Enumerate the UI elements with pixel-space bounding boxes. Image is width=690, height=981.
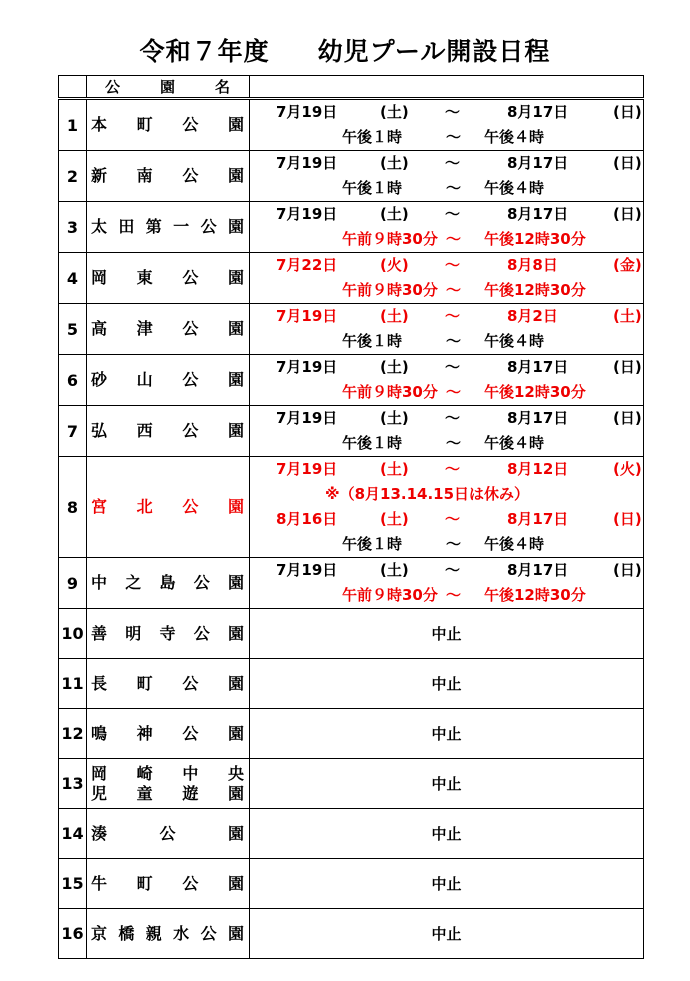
schedule-line <box>250 583 643 608</box>
park-name-char: 岡 <box>91 763 108 783</box>
start-date: 7月19日 <box>276 205 338 223</box>
end-weekday: (土) <box>613 307 642 325</box>
schedule-line <box>250 227 643 252</box>
park-name-char: 田 <box>118 217 135 236</box>
start-time: 午前９時30分 <box>342 383 438 401</box>
park-name-char: 橋 <box>118 923 135 943</box>
park-name-char: 公 <box>193 623 210 643</box>
park-name-line <box>91 874 246 894</box>
park-name-char: 善 <box>91 623 108 643</box>
start-date: 7月19日 <box>276 358 338 376</box>
park-name-char: 園 <box>227 421 244 440</box>
park-number: 9 <box>59 558 87 609</box>
header-number-cell <box>59 76 87 99</box>
start-date: 7月19日 <box>276 561 338 579</box>
park-name-char: 央 <box>227 763 244 783</box>
schedule-line <box>250 100 643 125</box>
park-name-char: 園 <box>227 623 244 643</box>
park-name-char: 公 <box>182 497 199 516</box>
park-name <box>87 457 250 558</box>
schedule-line <box>250 176 643 201</box>
park-name-char: 西 <box>136 421 153 440</box>
park-name-char: 園 <box>227 217 244 236</box>
end-time: 午後４時 <box>484 434 545 452</box>
start-weekday: (土) <box>380 307 409 325</box>
range-separator: 〜 <box>445 103 461 121</box>
end-time: 午後４時 <box>484 179 545 197</box>
start-date: 7月19日 <box>276 460 338 478</box>
park-row <box>59 253 644 304</box>
park-name-char: 園 <box>227 319 244 338</box>
range-separator: 〜 <box>446 332 462 350</box>
park-name-char: 岡 <box>91 268 108 287</box>
park-name-char: 園 <box>227 497 244 516</box>
end-weekday: (日) <box>613 409 642 427</box>
closed-status: 中止 <box>431 625 462 643</box>
park-name <box>87 202 250 253</box>
end-time: 午後12時30分 <box>484 586 586 604</box>
start-date: 7月19日 <box>276 307 338 325</box>
range-separator: 〜 <box>445 205 461 223</box>
end-date: 8月17日 <box>507 205 569 223</box>
park-name-char: 中 <box>182 763 199 783</box>
range-separator: 〜 <box>446 128 462 146</box>
start-weekday: (土) <box>380 460 409 478</box>
park-name <box>87 859 250 909</box>
range-separator: 〜 <box>446 535 462 553</box>
closed-status: 中止 <box>431 775 462 793</box>
park-name-char: 第 <box>145 217 162 236</box>
schedule-line <box>250 532 643 557</box>
park-name-char: 南 <box>136 166 153 185</box>
schedule-cell <box>250 709 644 759</box>
schedule-line <box>250 329 643 354</box>
start-time: 午前９時30分 <box>342 586 438 604</box>
schedule-cell <box>250 202 644 253</box>
park-name-char: 神 <box>136 723 153 743</box>
schedule-cell <box>250 909 644 959</box>
schedule-cell <box>250 304 644 355</box>
closed-status: 中止 <box>431 925 462 943</box>
start-date: 7月19日 <box>276 154 338 172</box>
park-name-line <box>91 764 246 784</box>
page-title <box>0 34 690 70</box>
park-name-char: 園 <box>227 115 244 134</box>
park-row <box>59 809 644 859</box>
end-weekday: (金) <box>613 256 642 274</box>
schedule-line <box>250 431 643 456</box>
park-name-char: 公 <box>182 723 199 743</box>
schedule-cell <box>250 151 644 202</box>
schedule-line <box>250 355 643 380</box>
park-number: 11 <box>59 659 87 709</box>
park-name-char: 童 <box>136 783 153 803</box>
park-name-char: 山 <box>136 370 153 389</box>
park-name-line <box>91 217 246 237</box>
schedule-line <box>250 202 643 227</box>
schedule-line <box>250 406 643 431</box>
park-row <box>59 202 644 253</box>
park-name-char: 公 <box>182 370 199 389</box>
range-separator: 〜 <box>446 586 462 604</box>
park-row <box>59 151 644 202</box>
park-name-char: 園 <box>227 873 244 893</box>
park-name-char: 園 <box>227 783 244 803</box>
park-name-line <box>91 166 246 186</box>
park-name <box>87 809 250 859</box>
park-name-line <box>91 115 246 135</box>
park-name-char: 園 <box>227 923 244 943</box>
start-date: 7月22日 <box>276 256 338 274</box>
end-date: 8月12日 <box>507 460 569 478</box>
end-weekday: (火) <box>613 460 642 478</box>
park-name-line <box>91 573 246 593</box>
start-time: 午後１時 <box>342 179 403 197</box>
start-time: 午後１時 <box>342 332 403 350</box>
end-time: 午後12時30分 <box>484 281 586 299</box>
schedule-line <box>250 507 643 532</box>
schedule-cell <box>250 609 644 659</box>
park-number: 16 <box>59 909 87 959</box>
park-name <box>87 659 250 709</box>
range-separator: 〜 <box>445 460 461 478</box>
range-separator: 〜 <box>446 230 462 248</box>
park-name-char: 崎 <box>136 763 153 783</box>
park-number: 4 <box>59 253 87 304</box>
park-name-char: 一 <box>173 217 190 236</box>
end-weekday: (日) <box>613 358 642 376</box>
park-name-char: 町 <box>136 673 153 693</box>
park-name-char: 新 <box>91 166 108 185</box>
park-number: 3 <box>59 202 87 253</box>
schedule-cell <box>250 355 644 406</box>
range-separator: 〜 <box>445 510 461 528</box>
end-time: 午後12時30分 <box>484 383 586 401</box>
header-schedule-cell <box>250 76 644 99</box>
park-name-char: 公 <box>182 166 199 185</box>
park-name-char: 明 <box>125 623 142 643</box>
end-weekday: (日) <box>613 154 642 172</box>
end-weekday: (日) <box>613 103 642 121</box>
park-row <box>59 659 644 709</box>
park-name-char: 鳴 <box>91 723 108 743</box>
park-name-char: 町 <box>136 873 153 893</box>
park-number: 15 <box>59 859 87 909</box>
park-name-char: 高 <box>91 319 108 338</box>
park-number: 14 <box>59 809 87 859</box>
park-name-char: 島 <box>159 573 176 592</box>
park-name <box>87 304 250 355</box>
start-weekday: (土) <box>380 409 409 427</box>
range-separator: 〜 <box>445 358 461 376</box>
start-weekday: (土) <box>380 154 409 172</box>
park-number: 6 <box>59 355 87 406</box>
header-row <box>59 76 644 99</box>
schedule-line <box>250 125 643 150</box>
park-name <box>87 253 250 304</box>
end-time: 午後４時 <box>484 332 545 350</box>
end-date: 8月17日 <box>507 561 569 579</box>
start-weekday: (土) <box>380 358 409 376</box>
park-number: 5 <box>59 304 87 355</box>
park-name-char: 児 <box>91 783 108 803</box>
park-name-line <box>91 624 246 644</box>
start-weekday: (土) <box>380 561 409 579</box>
end-date: 8月17日 <box>507 103 569 121</box>
end-time: 午後４時 <box>484 128 545 146</box>
park-name-char: 太 <box>91 217 108 236</box>
park-name-char: 親 <box>145 923 162 943</box>
header-park-char: 公 <box>105 78 121 96</box>
park-name <box>87 609 250 659</box>
range-separator: 〜 <box>446 434 462 452</box>
park-number: 10 <box>59 609 87 659</box>
park-row <box>59 558 644 609</box>
schedule-line <box>250 278 643 303</box>
header-park-char: 園 <box>159 78 175 96</box>
park-number: 2 <box>59 151 87 202</box>
park-name-line <box>91 824 246 844</box>
end-time: 午後12時30分 <box>484 230 586 248</box>
park-name-char: 京 <box>91 923 108 943</box>
park-name-char: 園 <box>227 370 244 389</box>
park-row <box>59 709 644 759</box>
title-year: 令和７年度 <box>139 37 270 66</box>
schedule-table <box>58 75 644 959</box>
start-date: 7月19日 <box>276 409 338 427</box>
park-name-char: 水 <box>173 923 190 943</box>
closed-status: 中止 <box>431 825 462 843</box>
park-name-char: 園 <box>227 166 244 185</box>
end-date: 8月17日 <box>507 154 569 172</box>
schedule-cell <box>250 558 644 609</box>
park-number: 7 <box>59 406 87 457</box>
schedule-cell <box>250 457 644 558</box>
end-date: 8月2日 <box>507 307 558 325</box>
park-name-line <box>91 370 246 390</box>
start-weekday: (土) <box>380 103 409 121</box>
park-name-line <box>91 497 246 517</box>
park-name-char: 園 <box>227 823 244 843</box>
park-name <box>87 909 250 959</box>
schedule-line <box>250 482 643 507</box>
end-date: 8月17日 <box>507 409 569 427</box>
park-name-char: 北 <box>136 497 153 516</box>
closed-status: 中止 <box>431 725 462 743</box>
start-weekday: (土) <box>380 205 409 223</box>
closed-status: 中止 <box>431 675 462 693</box>
park-name-char: 遊 <box>182 783 199 803</box>
park-name-char: 之 <box>125 573 142 592</box>
schedule-cell <box>250 809 644 859</box>
end-weekday: (日) <box>613 205 642 223</box>
closure-note: ※（8月13.14.15日は休み） <box>325 485 530 503</box>
range-separator: 〜 <box>445 154 461 172</box>
park-name-line <box>91 319 246 339</box>
start-date: 7月19日 <box>276 103 338 121</box>
park-number: 12 <box>59 709 87 759</box>
start-time: 午後１時 <box>342 535 403 553</box>
range-separator: 〜 <box>445 409 461 427</box>
park-name-char: 公 <box>182 673 199 693</box>
schedule-cell <box>250 406 644 457</box>
park-name <box>87 558 250 609</box>
header-park-cell <box>87 76 250 99</box>
schedule-line <box>250 253 643 278</box>
range-separator: 〜 <box>446 383 462 401</box>
range-separator: 〜 <box>445 256 461 274</box>
start-weekday: (土) <box>380 510 409 528</box>
park-name-char: 公 <box>182 115 199 134</box>
park-row <box>59 859 644 909</box>
closed-status: 中止 <box>431 875 462 893</box>
title-main: 幼児プール開設日程 <box>317 37 551 66</box>
park-name-line <box>91 421 246 441</box>
park-name <box>87 99 250 151</box>
park-name-char: 公 <box>182 268 199 287</box>
park-name-char: 寺 <box>159 623 176 643</box>
end-date: 8月8日 <box>507 256 558 274</box>
park-number: 13 <box>59 759 87 809</box>
range-separator: 〜 <box>445 561 461 579</box>
range-separator: 〜 <box>445 307 461 325</box>
park-name-char: 公 <box>182 319 199 338</box>
park-name-char: 園 <box>227 673 244 693</box>
schedule-line <box>250 558 643 583</box>
park-name-char: 公 <box>200 217 217 236</box>
header-park-char: 名 <box>214 78 230 96</box>
park-name-line <box>91 674 246 694</box>
park-name <box>87 151 250 202</box>
park-row <box>59 355 644 406</box>
schedule-line <box>250 151 643 176</box>
range-separator: 〜 <box>446 179 462 197</box>
park-name-char: 公 <box>159 823 176 843</box>
end-date: 8月17日 <box>507 510 569 528</box>
end-date: 8月17日 <box>507 358 569 376</box>
park-name-char: 中 <box>91 573 108 592</box>
park-row <box>59 759 644 809</box>
park-name-char: 公 <box>193 573 210 592</box>
park-name-char: 町 <box>136 115 153 134</box>
park-name-char: 園 <box>227 723 244 743</box>
park-name-char: 湊 <box>91 823 108 843</box>
start-time: 午後１時 <box>342 128 403 146</box>
park-name-line <box>91 924 246 944</box>
end-weekday: (日) <box>613 561 642 579</box>
park-name-char: 東 <box>136 268 153 287</box>
start-time: 午後１時 <box>342 434 403 452</box>
schedule-line <box>250 380 643 405</box>
park-name-char: 園 <box>227 268 244 287</box>
park-name-char: 公 <box>182 873 199 893</box>
schedule-cell <box>250 659 644 709</box>
schedule-line <box>250 457 643 482</box>
park-name-line <box>91 784 246 804</box>
park-name-char: 公 <box>200 923 217 943</box>
schedule-cell <box>250 759 644 809</box>
park-row <box>59 457 644 558</box>
end-time: 午後４時 <box>484 535 545 553</box>
park-name-char: 長 <box>91 673 108 693</box>
schedule-cell <box>250 859 644 909</box>
park-name-line <box>91 268 246 288</box>
park-name-line <box>91 724 246 744</box>
park-name <box>87 759 250 809</box>
start-date: 8月16日 <box>276 510 338 528</box>
schedule-cell <box>250 99 644 151</box>
schedule-line <box>250 304 643 329</box>
park-row <box>59 406 644 457</box>
park-number: 1 <box>59 99 87 151</box>
start-weekday: (火) <box>380 256 409 274</box>
start-time: 午前９時30分 <box>342 281 438 299</box>
park-row <box>59 909 644 959</box>
range-separator: 〜 <box>446 281 462 299</box>
park-name-char: 園 <box>227 573 244 592</box>
park-name <box>87 406 250 457</box>
park-name-char: 弘 <box>91 421 108 440</box>
park-name-char: 公 <box>182 421 199 440</box>
park-name-char: 本 <box>91 115 108 134</box>
park-row <box>59 609 644 659</box>
park-name-char: 津 <box>136 319 153 338</box>
park-number: 8 <box>59 457 87 558</box>
park-name-char: 砂 <box>91 370 108 389</box>
park-row <box>59 99 644 151</box>
park-name-char: 牛 <box>91 873 108 893</box>
park-name-char: 宮 <box>91 497 108 516</box>
park-name <box>87 709 250 759</box>
schedule-cell <box>250 253 644 304</box>
start-time: 午前９時30分 <box>342 230 438 248</box>
park-row <box>59 304 644 355</box>
park-name <box>87 355 250 406</box>
end-weekday: (日) <box>613 510 642 528</box>
